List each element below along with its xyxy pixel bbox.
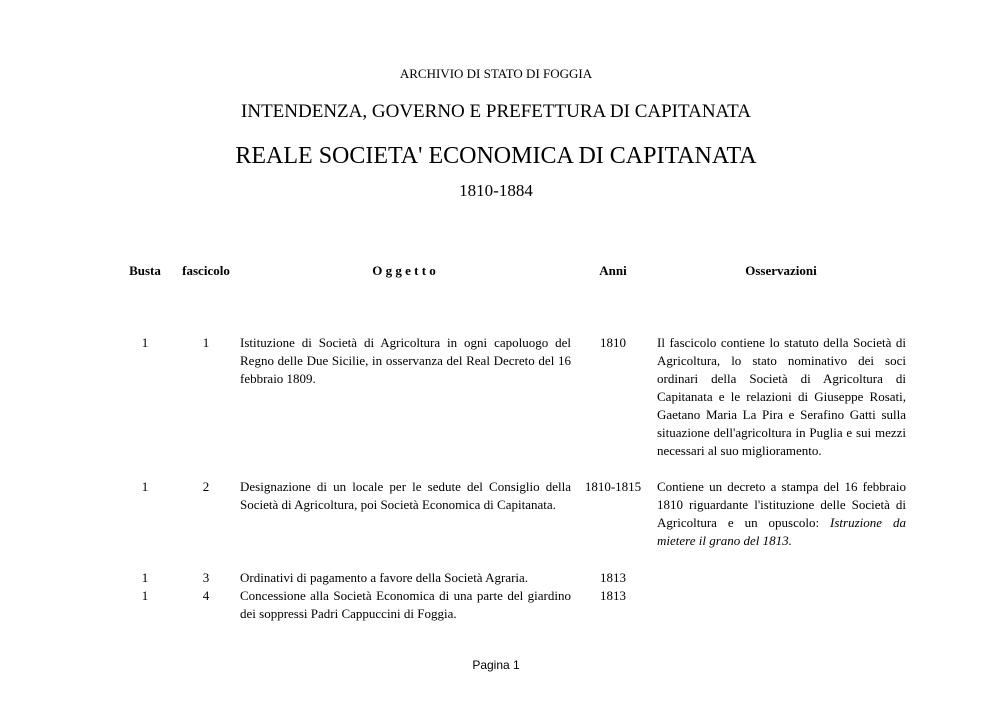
cell-anni: 1813 [600, 570, 626, 585]
osservazioni-italic-text: Istruzione da mietere il grano del 1813. [657, 515, 906, 548]
cell-busta: 1 [141, 570, 149, 585]
cell-fascicolo: 4 [202, 588, 210, 603]
cell-anni: 1810 [600, 335, 626, 350]
column-header-oggetto: O g g e t t o [372, 263, 436, 278]
series-title: REALE SOCIETA' ECONOMICA DI CAPITANATA [235, 143, 757, 169]
cell-osservazioni [657, 334, 906, 460]
cell-anni: 1810-1815 [584, 479, 642, 494]
cell-busta: 1 [141, 588, 149, 603]
column-header-busta: Busta [129, 263, 161, 278]
cell-oggetto: Ordinativi di pagamento a favore della Società Agraria. [240, 570, 529, 585]
column-header-fascicolo: fascicolo [182, 263, 230, 278]
cell-busta: 1 [141, 479, 149, 494]
cell-fascicolo: 2 [202, 479, 210, 494]
cell-oggetto: Designazione di un locale per le sedute del Consiglio della Società di Agricoltura, poi Società Economica di Capitanata. [240, 479, 571, 512]
column-header-anni: Anni [599, 263, 627, 278]
osservazioni-text: Contiene un decreto a stampa del 16 febbraio 1810 riguardante l'istituzione delle Società di Agricoltura e un opuscolo: [657, 479, 906, 530]
cell-fascicolo: 3 [202, 570, 210, 585]
series-years: 1810-1884 [459, 181, 533, 200]
osservazioni-text: Il fascicolo contiene lo statuto della Società di Agricoltura, lo stato nominativo dei soci ordinari della Società di Agricoltura di Capitanata e le relazioni di Giuseppe Rosati, Gaetano Maria La Pira e Serafino Gatti sulla situazione dell'agricoltura in Puglia e sui mezzi necessari al suo miglioramento. [657, 335, 906, 458]
cell-oggetto: Concessione alla Società Economica di una parte del giardino dei soppressi Padri Cappuccini di Foggia. [240, 588, 571, 621]
archive-name: ARCHIVIO DI STATO DI FOGGIA [399, 66, 593, 81]
cell-osservazioni [657, 478, 906, 550]
column-header-osservazioni: Osservazioni [745, 263, 817, 278]
page-number: Pagina 1 [472, 658, 520, 672]
cell-fascicolo: 1 [202, 335, 210, 350]
cell-anni: 1813 [600, 588, 626, 603]
fondo-title: INTENDENZA, GOVERNO E PREFETTURA DI CAPITANATA [241, 101, 751, 122]
cell-oggetto: Istituzione di Società di Agricoltura in ogni capoluogo del Regno delle Due Sicilie, in osservanza del Real Decreto del 16 febbraio 1809. [240, 335, 571, 386]
cell-busta: 1 [141, 335, 149, 350]
